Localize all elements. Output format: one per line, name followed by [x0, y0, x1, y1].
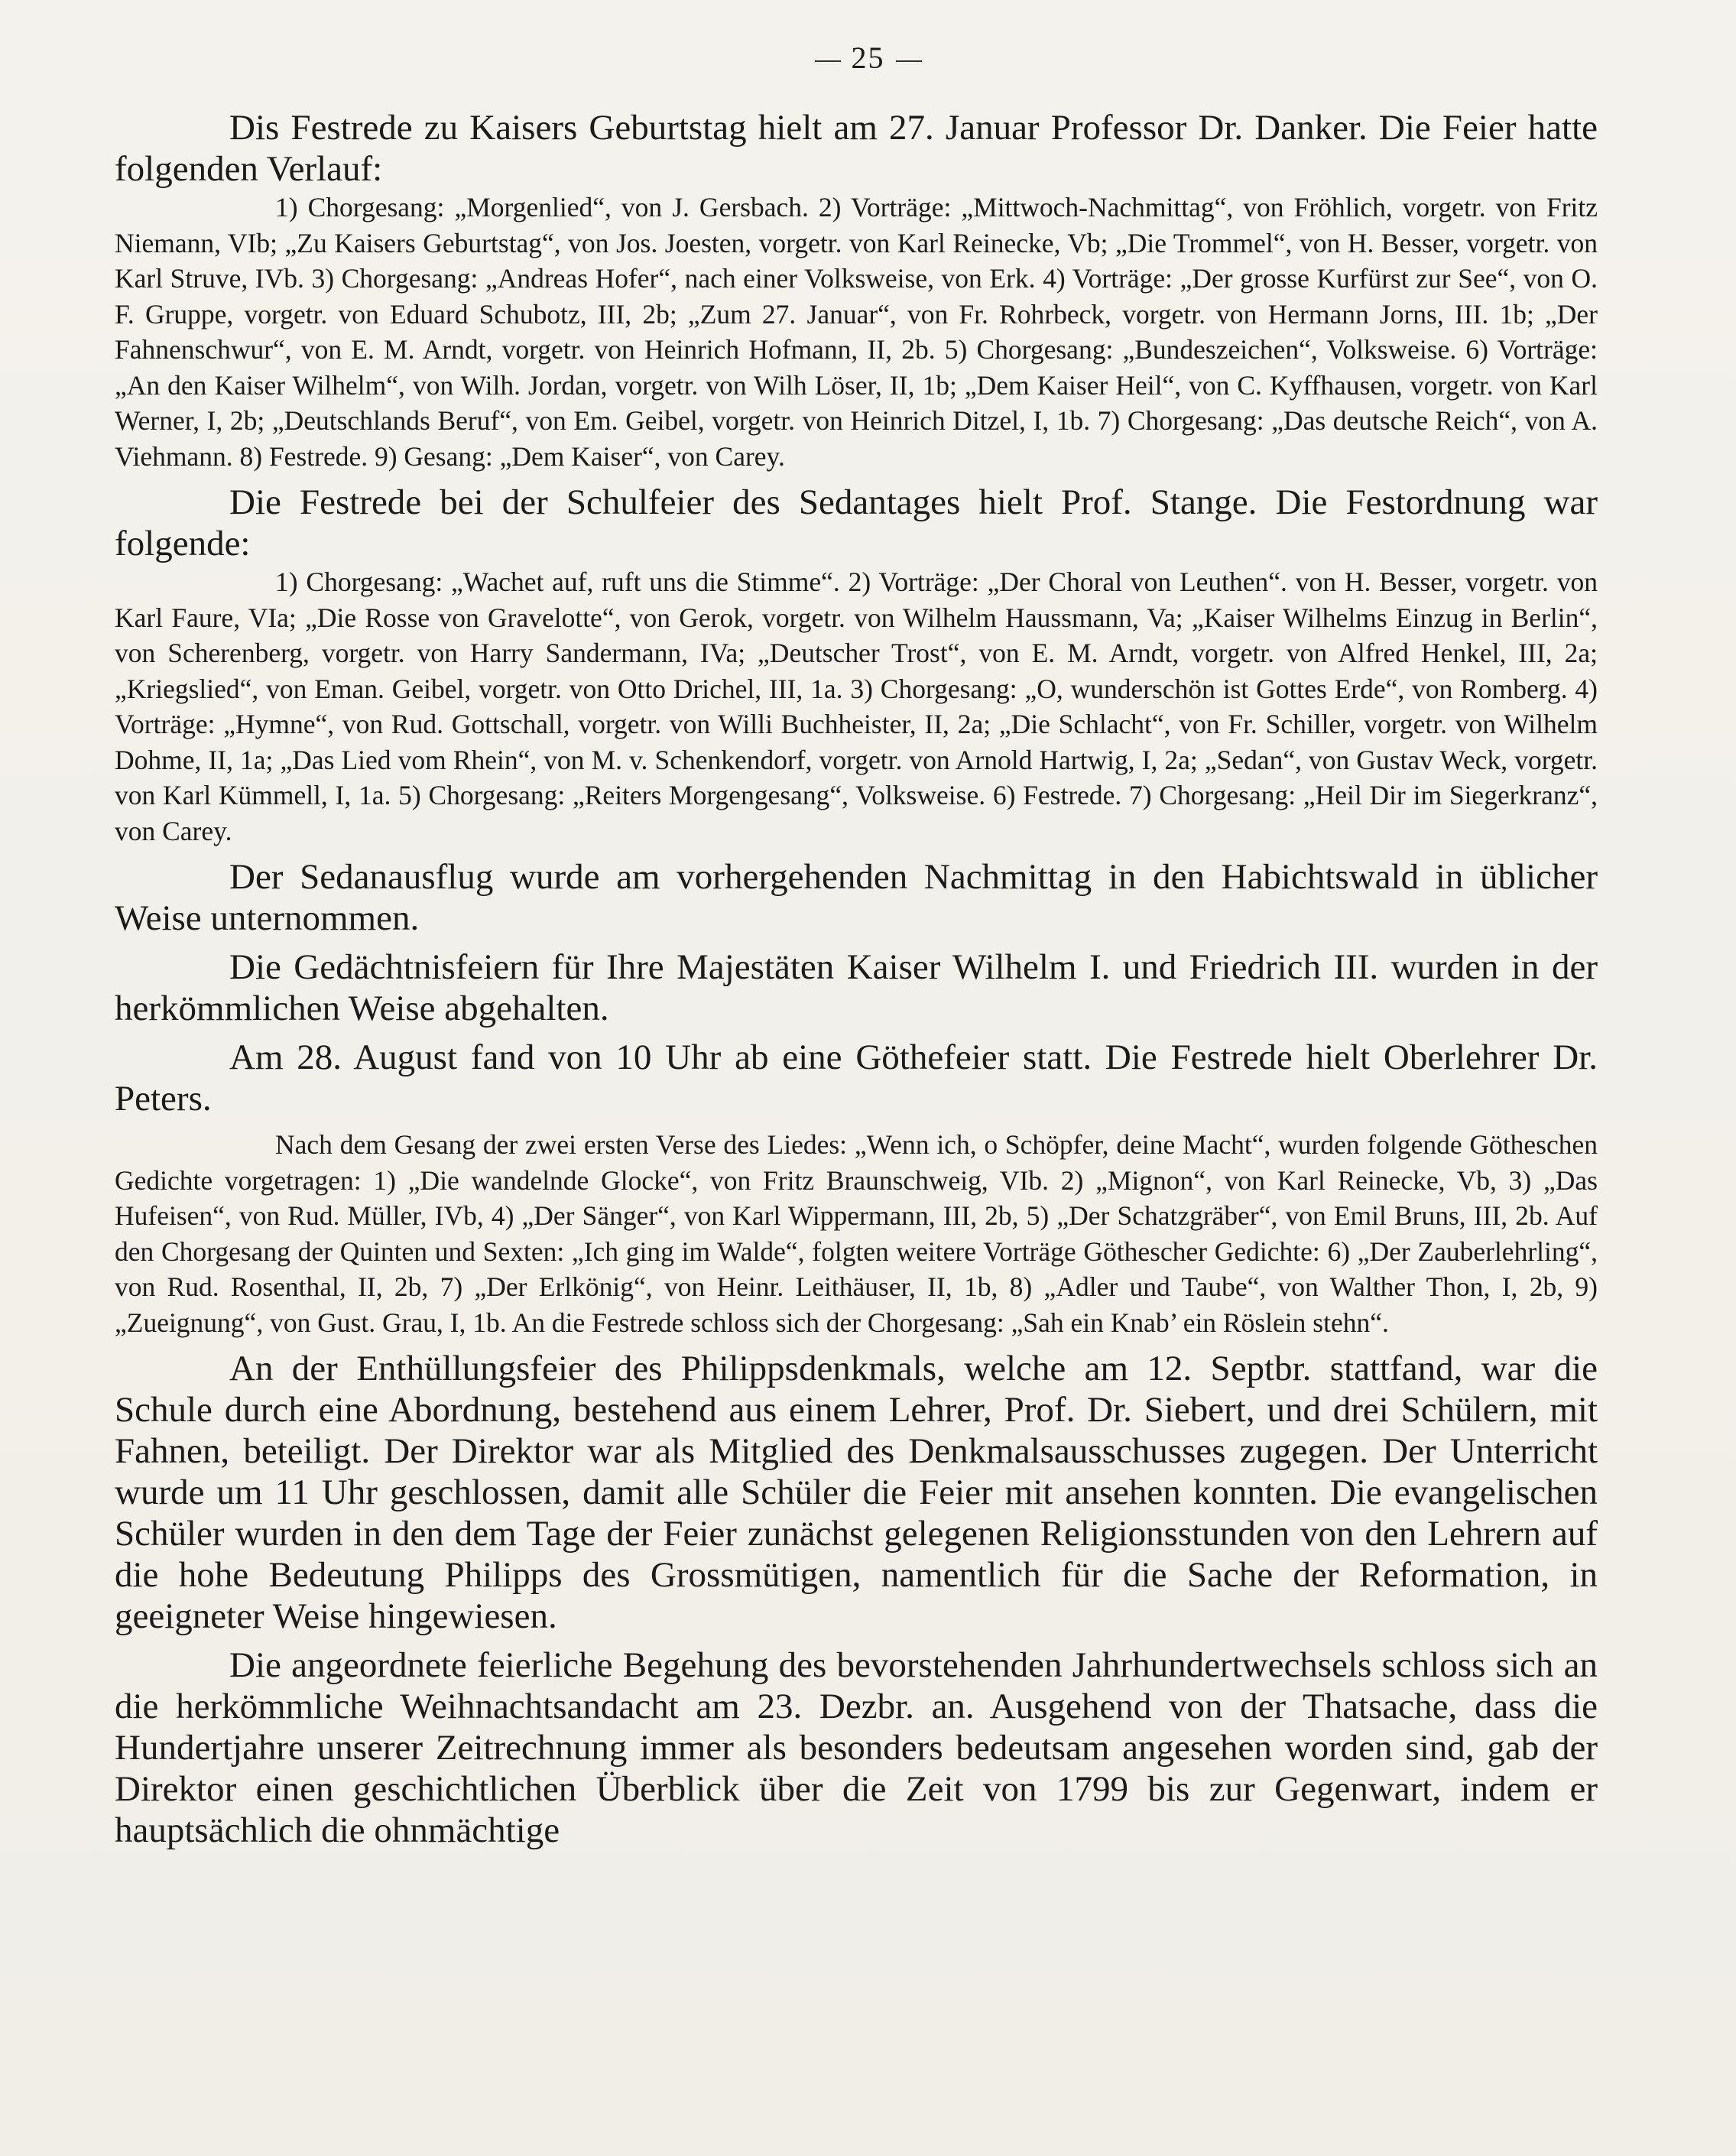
paragraph-philippsdenkmal: An der Enthüllungsfeier des Philippsdenkmals, welche am 12. Septbr. stattfand, war die Schule durch eine Abordnung, bestehend aus einem Lehrer, Prof. Dr. Siebert, und drei Schülern, mit Fahnen, beteiligt. Der Direktor war als Mitglied des Denkmalsausschusses zugegen. Der Unterricht wurde um 11 Uhr geschlossen, damit alle Schüler die Feier mit ansehen konnten. Die evangelischen Schüler wurden in den dem Tage der Feier zunächst gelegenen Religionsstunden von den Lehrern auf die hohe Bedeutung Philipps des Grossmütigen, namentlich für die Sache der Reformation, in geeigneter Weise hingewiesen.	[115, 1349, 1598, 1636]
page-number-right-dash	[896, 60, 922, 62]
paragraph-sedantag: Die Festrede bei der Schulfeier des Sedantages hielt Prof. Stange. Die Festordnung war folgende:	[115, 482, 1598, 563]
paragraph-sedanausflug: Der Sedanausflug wurde am vorhergehenden Nachmittag in den Habichtswald in üblicher Weise unternommen.	[115, 857, 1598, 938]
paragraph-gedaechtnisfeiern: Die Gedächtnisfeiern für Ihre Majestäten Kaiser Wilhelm I. und Friedrich III. wurden in der herkömmlichen Weise abgehalten.	[115, 947, 1598, 1028]
page-number-text: 25	[851, 41, 885, 75]
program-goethefeier: Nach dem Gesang der zwei ersten Verse des Liedes: „Wenn ich, o Schöpfer, deine Macht“, wurden folgende Götheschen Gedichte vorgetragen: 1) „Die wandelnde Glocke“, von Fritz Braunschweig, VIb. 2) „Mignon“, von Karl Reinecke, Vb, 3) „Das Hufeisen“, von Rud. Müller, IVb, 4) „Der Sänger“, von Karl Wippermann, III, 2b, 5) „Der Schatzgräber“, von Emil Bruns, III, 2b. Auf den Chorgesang der Quinten und Sexten: „Ich ging im Walde“, folgten weitere Vorträge Göthescher Gedichte: 6) „Der Zauberlehrling“, von Rud. Rosenthal, II, 2b, 7) „Der Erlkönig“, von Heinr. Leithäuser, II, 1b, 8) „Adler und Taube“, von Walther Thon, I, 2b, 9) „Zueignung“, von Gust. Grau, I, 1b. An die Festrede schloss sich der Chorgesang: „Sah ein Knab’ ein Röslein stehn“.	[115, 1129, 1598, 1338]
paragraph-jahrhundertwechsel: Die angeordnete feierliche Begehung des bevorstehenden Jahrhundertwechsels schloss sich an die herkömmliche Weihnachtsandacht am 23. Dezbr. an. Ausgehend von der Thatsache, dass die Hundertjahre unserer Zeitrechnung immer als besonders bedeutsam angesehen worden sind, gab der Direktor einen geschichtlichen Überblick über die Zeit von 1799 bis zur Gegenwart, indem er hauptsächlich die ohnmächtige	[115, 1645, 1598, 1850]
paragraph-goethefeier: Am 28. August fand von 10 Uhr ab eine Göthefeier statt. Die Festrede hielt Oberlehrer Dr. Peters.	[115, 1037, 1598, 1119]
program-kaisers-geburtstag: 1) Chorgesang: „Morgenlied“, von J. Gersbach. 2) Vorträge: „Mittwoch-Nachmittag“, von Fröhlich, vorgetr. von Fritz Niemann, VIb; „Zu Kaisers Geburtstag“, von Jos. Joesten, vorgetr. von Karl Reinecke, Vb; „Die Trommel“, von H. Besser, vorgetr. von Karl Struve, IVb. 3) Chorgesang: „Andreas Hofer“, nach einer Volksweise, von Erk. 4) Vorträge: „Der grosse Kurfürst zur See“, von O. F. Gruppe, vorgetr. von Eduard Schubotz, III, 2b; „Zum 27. Januar“, von Fr. Rohrbeck, vorgetr. von Hermann Jorns, III. 1b; „Der Fahnenschwur“, von E. M. Arndt, vorgetr. von Heinrich Hofmann, II, 2b. 5) Chorgesang: „Bundeszeichen“, Volksweise. 6) Vorträge: „An den Kaiser Wilhelm“, von Wilh. Jordan, vorgetr. von Wilh Löser, II, 1b; „Dem Kaiser Heil“, von C. Kyffhausen, vorgetr. von Karl Werner, I, 2b; „Deutschlands Beruf“, von Em. Geibel, vorgetr. von Heinrich Ditzel, I, 1b. 7) Chorgesang: „Das deutsche Reich“, von A. Viehmann. 8) Festrede. 9) Gesang: „Dem Kaiser“, von Carey.	[115, 192, 1598, 472]
paragraph-kaisers-geburtstag: Dis Festrede zu Kaisers Geburtstag hielt am 27. Januar Professor Dr. Danker. Die Feier hatte folgenden Verlauf:	[115, 108, 1598, 189]
page-body	[115, 107, 1598, 1851]
page-number-left-dash	[815, 60, 841, 62]
page-number	[0, 40, 1736, 76]
program-sedantag: 1) Chorgesang: „Wachet auf, ruft uns die Stimme“. 2) Vorträge: „Der Choral von Leuthen“. von H. Besser, vorgetr. von Karl Faure, VIa; „Die Rosse von Gravelotte“, von Gerok, vorgetr. von Wilhelm Haussmann, Va; „Kaiser Wilhelms Einzug in Berlin“, von Scherenberg, vorgetr. von Harry Sandermann, IVa; „Deutscher Trost“, von E. M. Arndt, vorgetr. von Alfred Henkel, III, 2a; „Kriegslied“, von Eman. Geibel, vorgetr. von Otto Drichel, III, 1a. 3) Chorgesang: „O, wunderschön ist Gottes Erde“, von Romberg. 4) Vorträge: „Hymne“, von Rud. Gottschall, vorgetr. von Willi Buchheister, II, 2a; „Die Schlacht“, von Fr. Schiller, vorgetr. von Wilhelm Dohme, II, 1a; „Das Lied vom Rhein“, von M. v. Schenkendorf, vorgetr. von Arnold Hartwig, I, 2a; „Sedan“, von Gustav Weck, vorgetr. von Karl Kümmell, I, 1a. 5) Chorgesang: „Reiters Morgengesang“, Volksweise. 6) Festrede. 7) Chorgesang: „Heil Dir im Siegerkranz“, von Carey.	[115, 567, 1598, 846]
